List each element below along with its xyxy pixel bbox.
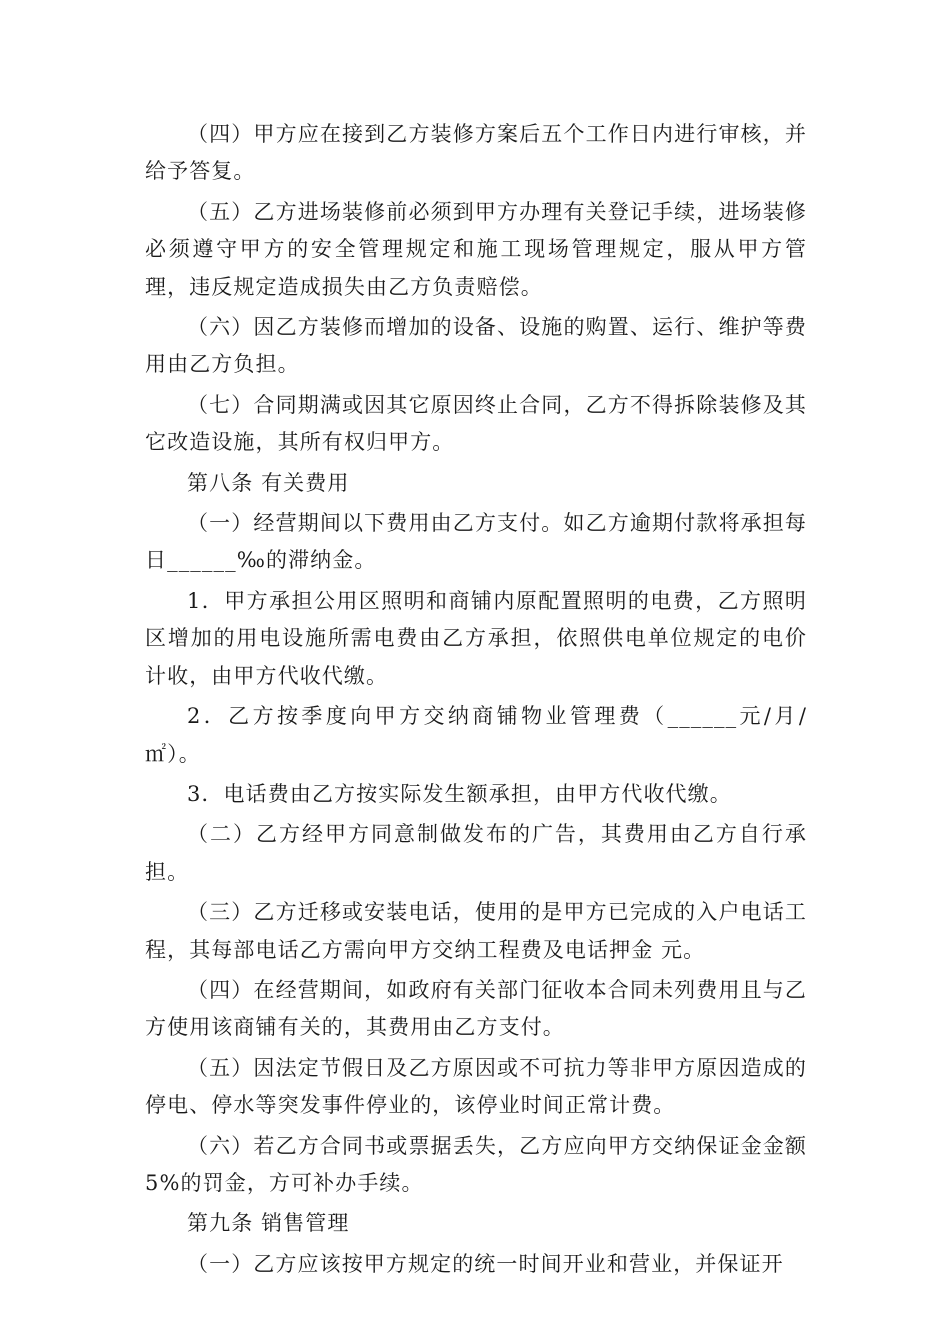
paragraph-clause-8-1-item-1: 1．甲方承担公用区照明和商铺内原配置照明的电费，乙方照明区增加的用电设施所需电费由乙方承担，依照供电单位规定的电价计收，由甲方代收代缴。 bbox=[145, 588, 807, 688]
paragraph-clause-7-5: （五）乙方进场装修前必须到甲方办理有关登记手续，进场装修必须遵守甲方的安全管理规定和施工现场管理规定，服从甲方管理，违反规定造成损失由乙方负责赔偿。 bbox=[145, 199, 807, 299]
paragraph-clause-7-4: （四）甲方应在接到乙方装修方案后五个工作日内进行审核，并给予答复。 bbox=[145, 122, 807, 184]
paragraph-clause-8-2: （二）乙方经甲方同意制做发布的广告，其费用由乙方自行承担。 bbox=[145, 822, 807, 884]
article-9-heading: 第九条 销售管理 bbox=[187, 1211, 350, 1236]
paragraph-clause-8-4: （四）在经营期间，如政府有关部门征收本合同未列费用且与乙方使用该商铺有关的，其费用由乙方支付。 bbox=[145, 977, 807, 1040]
paragraph-clause-8-1: （一）经营期间以下费用由乙方支付。如乙方逾期付款将承担每日______‰的滞纳金。 bbox=[145, 511, 807, 573]
article-8-heading: 第八条 有关费用 bbox=[187, 470, 350, 495]
paragraph-clause-7-7: （七）合同期满或因其它原因终止合同，乙方不得拆除装修及其它改造设施，其所有权归甲方。 bbox=[145, 392, 807, 455]
paragraph-clause-8-1-item-2: 2．乙方按季度向甲方交纳商铺物业管理费（______元/月/㎡）。 bbox=[145, 704, 807, 766]
document-body bbox=[145, 116, 807, 1286]
paragraph-clause-8-1-item-3: 3．电话费由乙方按实际发生额承担，由甲方代收代缴。 bbox=[187, 781, 732, 806]
paragraph-clause-9-1: （一）乙方应该按甲方规定的统一时间开业和营业，并保证开 bbox=[187, 1251, 784, 1276]
paragraph-clause-8-3: （三）乙方迁移或安装电话，使用的是甲方已完成的入户电话工程，其每部电话乙方需向甲方交纳工程费及电话押金 元。 bbox=[145, 900, 807, 962]
paragraph-clause-7-6: （六）因乙方装修而增加的设备、设施的购置、运行、维护等费用由乙方负担。 bbox=[145, 315, 807, 377]
paragraph-clause-8-6: （六）若乙方合同书或票据丢失，乙方应向甲方交纳保证金金额5%的罚金，方可补办手续。 bbox=[145, 1133, 807, 1195]
paragraph-clause-8-5: （五）因法定节假日及乙方原因或不可抗力等非甲方原因造成的停电、停水等突发事件停业的，该停业时间正常计费。 bbox=[145, 1055, 807, 1118]
